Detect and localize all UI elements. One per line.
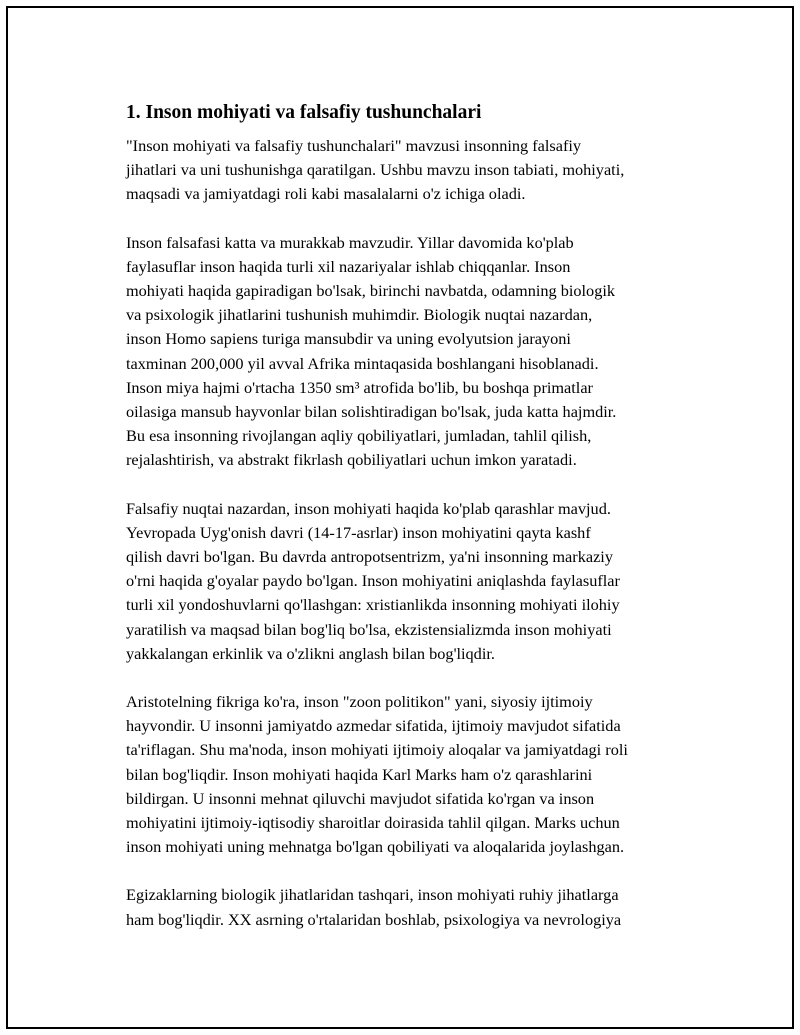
text-line: Egizaklarning biologik jihatlaridan tashqari, inson mohiyati ruhiy jihatlarga — [126, 885, 619, 905]
text-line: turli xil yondoshuvlarni qo'llashgan: xristianlikda insonning mohiyati ilohiy — [126, 595, 620, 615]
text-line: Bu esa insonning rivojlangan aqliy qobiliyatlari, jumladan, tahlil qilish, — [126, 426, 592, 446]
text-line: ham bog'liqdir. XX asrning o'rtalaridan boshlab, psixologiya va nevrologiya — [126, 909, 622, 929]
text-line: mohiyatini ijtimoiy-iqtisodiy sharoitlar doirasida tahlil qilgan. Marks uchun — [126, 813, 620, 833]
text-line: Inson falsafasi katta va murakkab mavzudir. Yillar davomida ko'plab — [126, 232, 574, 252]
text-line: qilish davri bo'lgan. Bu davrda antropotsentrizm, ya'ni insonning markaziy — [126, 547, 613, 567]
document-body — [126, 100, 698, 956]
text-line: jihatlari va uni tushunishga qaratilgan. Ushbu mavzu inson tabiati, mohiyati, — [126, 160, 625, 180]
paragraph-philosophical — [126, 497, 698, 666]
text-line: Aristotelning fikriga ko'ra, inson "zoon politikon" yani, siyosiy ijtimoiy — [126, 692, 593, 712]
text-line: taxminan 200,000 yil avval Afrika mintaqasida boshlangani hisoblanadi. — [126, 353, 599, 373]
paragraph-psychological — [126, 883, 698, 931]
section-heading: 1. Inson mohiyati va falsafiy tushunchalari — [126, 102, 482, 123]
text-line: oilasiga mansub hayvonlar bilan solishtiradigan bo'lsak, juda katta hajmdir. — [126, 402, 617, 422]
text-line: Falsafiy nuqtai nazardan, inson mohiyati haqida ko'plab qarashlar mavjud. — [126, 498, 611, 518]
text-line: hayvondir. U insonni jamiyatdo azmedar sifatida, ijtimoiy mavjudot sifatida — [126, 716, 621, 736]
paragraph-intro — [126, 134, 698, 207]
text-line: maqsadi va jamiyatdagi roli kabi masalalarni o'z ichiga oladi. — [126, 184, 526, 204]
text-line: inson Homo sapiens turiga mansubdir va uning evolyutsion jarayoni — [126, 329, 571, 349]
text-line: bildirgan. U insonni mehnat qiluvchi mavjudot sifatida ko'rgan va inson — [126, 788, 595, 808]
text-line: ta'riflagan. Shu ma'noda, inson mohiyati ijtimoiy aloqalar va jamiyatdagi roli — [126, 740, 628, 760]
text-line: rejalashtirish, va abstrakt fikrlash qobiliyatlari uchun imkon yaratadi. — [126, 450, 577, 470]
text-line: inson mohiyati uning mehnatga bo'lgan qobiliyati va aloqalarida joylashgan. — [126, 837, 625, 857]
text-line: Inson miya hajmi o'rtacha 1350 sm³ atrofida bo'lib, bu boshqa primatlar — [126, 377, 593, 397]
text-line: bilan bog'liqdir. Inson mohiyati haqida Karl Marks ham o'z qarashlarini — [126, 764, 593, 784]
text-line: Yevropada Uyg'onish davri (14-17-asrlar) inson mohiyatini qayta kashf — [126, 522, 591, 542]
text-line: faylasuflar inson haqida turli xil nazariyalar ishlab chiqqanlar. Inson — [126, 256, 571, 276]
text-line: mohiyati haqida gapiradigan bo'lsak, birinchi navbatda, odamning biologik — [126, 281, 616, 301]
text-line: va psixologik jihatlarini tushunish muhimdir. Biologik nuqtai nazardan, — [126, 305, 593, 325]
text-line: "Inson mohiyati va falsafiy tushunchalari" mavzusi insonning falsafiy — [126, 136, 582, 155]
page-border — [6, 6, 794, 1029]
text-line: yaratilish va maqsad bilan bog'liq bo'lsa, ekzistensializmda inson mohiyati — [126, 619, 612, 639]
text-line: o'rni haqida g'oyalar paydo bo'lgan. Inson mohiyatini aniqlashda faylasuflar — [126, 571, 620, 591]
paragraph-biological — [126, 231, 698, 473]
text-line: yakkalangan erkinlik va o'zlikni anglash bilan bog'liqdir. — [126, 643, 495, 663]
paragraph-aristotle — [126, 690, 698, 859]
